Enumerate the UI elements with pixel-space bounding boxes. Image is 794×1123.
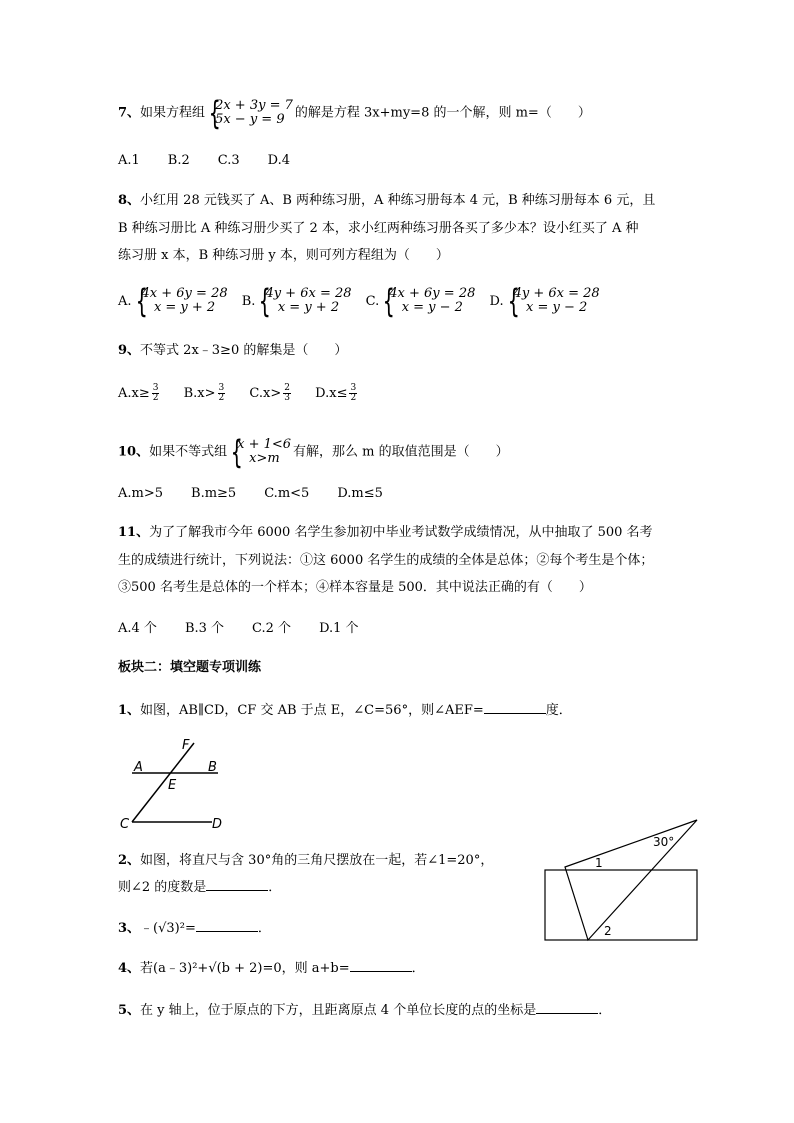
- option-c[interactable]: C.m<5: [264, 486, 310, 501]
- option-b[interactable]: B.3 个: [184, 621, 225, 636]
- question-10-options: [118, 486, 411, 502]
- option-a[interactable]: A.m>5: [118, 486, 164, 501]
- option-b[interactable]: B. { 4y + 6x = 28 x = y + 2: [241, 282, 352, 320]
- fill-question-4: 4、若(a﹣3)²+√(b + 2)=0，则 a+b= ．: [118, 961, 425, 976]
- label-b: B: [208, 760, 217, 775]
- label-e: E: [168, 778, 177, 793]
- option-b[interactable]: B.m≥5: [191, 486, 237, 501]
- answer-blank[interactable]: [484, 713, 546, 714]
- option-a[interactable]: A.4 个: [118, 621, 157, 636]
- label-c: C: [120, 817, 130, 832]
- question-8-line2: B 种练习册比 A 种练习册少买了 2 本，求小红两种练习册各买了多少本？设小红买了 A 种: [118, 221, 639, 236]
- option-c[interactable]: C.2 个: [252, 621, 292, 636]
- inequality-system: { x + 1<6 x>m: [230, 433, 292, 471]
- option-d[interactable]: D.x≤ $\frac{3}{2}$: [315, 383, 357, 403]
- question-11-options: [118, 621, 387, 637]
- fill-question-2-line1: 2、如图，将直尺与含 30°角的三角尺摆放在一起，若∠1=20°，: [118, 853, 494, 868]
- option-c[interactable]: C.x> $\frac{2}{3}$: [249, 383, 290, 403]
- question-11-line3: ③500 名考生是总体的一个样本；④样本容量是 500．其中说法正确的有（ ）: [118, 580, 592, 595]
- figure-ruler-triangle: [540, 815, 705, 945]
- option-d[interactable]: D.1 个: [319, 621, 359, 636]
- question-10: 10、如果不等式组 { x + 1<6 x>m 有解，那么 m 的取值范围是（ ）: [118, 433, 509, 471]
- fill-question-2-line2: 则∠2 的度数是 ．: [118, 880, 282, 895]
- line-cf: [132, 743, 194, 822]
- answer-blank[interactable]: [206, 890, 268, 891]
- label-a: A: [134, 760, 143, 775]
- angle-1-label: 1: [595, 856, 603, 870]
- question-8-line3: 练习册 x 本，B 种练习册 y 本，则可列方程组为（ ）: [118, 248, 449, 263]
- answer-blank[interactable]: [350, 971, 412, 972]
- fill-question-5: 5、在 y 轴上，位于原点的下方，且距离原点 4 个单位长度的点的坐标是 ．: [118, 1003, 612, 1018]
- angle-30-label: 30°: [653, 835, 675, 849]
- question-11-line2: 生的成绩进行统计，下列说法：①这 6000 名学生的成绩的全体是总体；②每个考生是个体；: [118, 553, 654, 568]
- option-d[interactable]: D. { 4y + 6x = 28 x = y − 2: [489, 282, 600, 320]
- equation-system: { 2x + 3y = 7 5x − y = 9: [208, 94, 293, 132]
- label-f: F: [182, 738, 190, 753]
- question-9: 9、不等式 2x﹣3≥0 的解集是（ ）: [118, 343, 348, 358]
- fill-question-1: 1、如图，AB∥CD，CF 交 AB 于点 E，∠C=56°，则∠AEF= 度．: [118, 703, 572, 718]
- fill-question-3: 3、﹣(√3)²= ．: [118, 921, 271, 936]
- triangle: [565, 820, 697, 940]
- question-7: 7、如果方程组 { 2x + 3y = 7 5x − y = 9 的解是方程 3x+my=8 的一个解，则 m=（ ）: [118, 94, 591, 132]
- option-a[interactable]: A.1: [118, 153, 140, 168]
- answer-blank[interactable]: [536, 1013, 598, 1014]
- option-b[interactable]: B.2: [167, 153, 190, 168]
- section-heading: 板块二：填空题专项训练: [118, 660, 262, 675]
- option-c[interactable]: C.3: [217, 153, 240, 168]
- question-7-options: [118, 153, 318, 169]
- angle-2-label: 2: [604, 924, 612, 938]
- option-a[interactable]: A.x≥ $\frac{3}{2}$: [118, 383, 159, 403]
- question-8-options: [118, 282, 602, 320]
- option-d[interactable]: D.m≤5: [337, 486, 383, 501]
- option-d[interactable]: D.4: [267, 153, 291, 168]
- figure-parallel-lines: [110, 735, 240, 835]
- question-8-line1: 8、小红用 28 元钱买了 A、B 两种练习册，A 种练习册每本 4 元，B 种练习册每本 6 元，且: [118, 193, 656, 208]
- label-d: D: [212, 817, 223, 832]
- option-c[interactable]: C. { 4x + 6y = 28 x = y − 2: [365, 282, 476, 320]
- option-b[interactable]: B.x> $\frac{3}{2}$: [183, 383, 225, 403]
- question-11-line1: 11、为了了解我市今年 6000 名学生参加初中毕业考试数学成绩情况，从中抽取了 500 名考: [118, 525, 653, 540]
- option-a[interactable]: A. { 4x + 6y = 28 x = y + 2: [118, 282, 228, 320]
- ruler: [545, 870, 697, 940]
- question-9-options: [118, 384, 357, 403]
- answer-blank[interactable]: [196, 931, 258, 932]
